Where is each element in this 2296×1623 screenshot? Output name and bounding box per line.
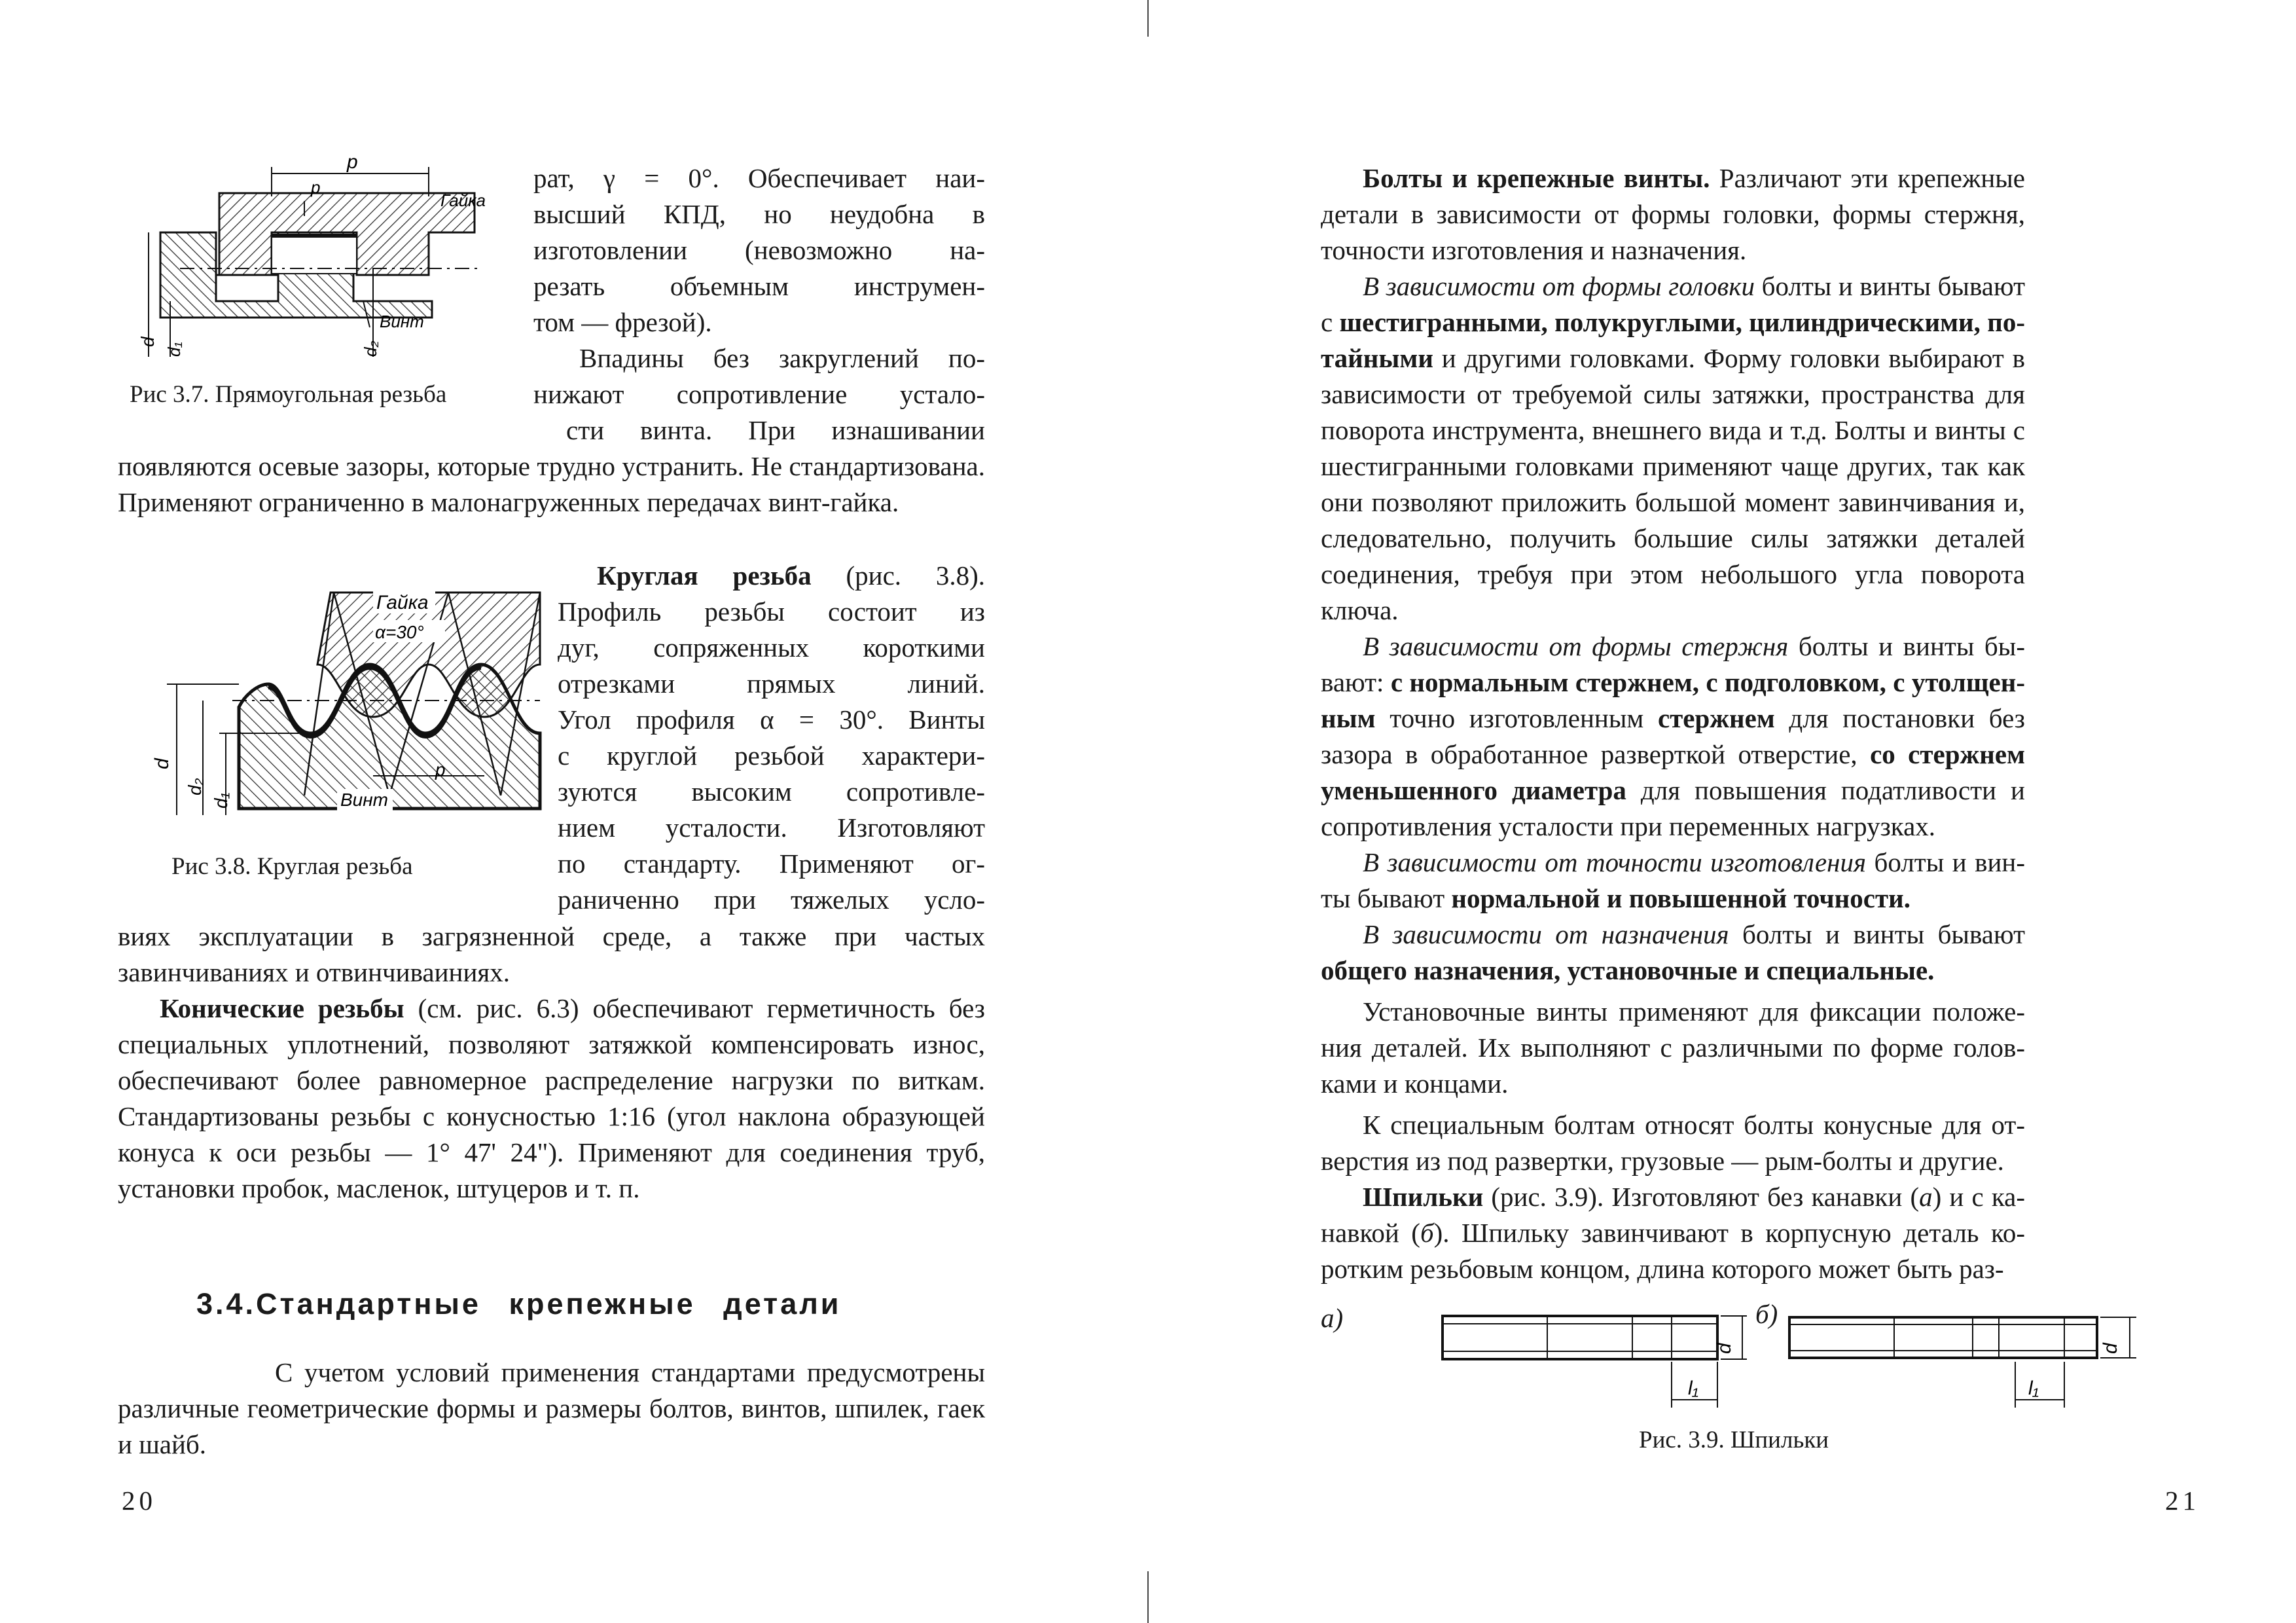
text-line: Профиль резьбы состоит из [558, 596, 985, 627]
text-line: Впадины без закруглений по- [579, 343, 985, 373]
text-run: для постановки без зазора в обработанное разверткой отверстие, [1321, 703, 2025, 769]
figure-3-8-round-thread [147, 579, 553, 828]
fig38-label-d: d [151, 758, 173, 769]
fig39b-dim-l1: l₁ [2028, 1377, 2039, 1399]
fig38-label-p: p [435, 759, 446, 780]
text-run: болты и винты бывают: [1321, 631, 2025, 697]
text-run: (рис. 3.9). Изготовляют без канавки ( [1483, 1182, 1920, 1212]
section-heading: 3.4.Стандартные крепежные детали [196, 1287, 842, 1321]
paragraph-round-thread [558, 558, 985, 918]
italic-lead: В зависимости от формы стержня [1363, 631, 1789, 661]
fig37-label-p: p [347, 151, 358, 173]
fig39b-dim-d: d [2100, 1343, 2121, 1354]
round-thread-title: Круглая резьба [597, 560, 812, 591]
paragraph-bolts [1321, 160, 2025, 268]
text-run: точно изготовленным [1375, 703, 1658, 733]
paragraph-set-screws: Установочные винты применяют для фиксации положения деталей. Их выполняют с различными по форме головками и концами. [1321, 996, 2025, 1099]
fig38-label-nut: Гайка [376, 592, 429, 613]
italic-lead: В зависимости от назначения [1363, 919, 1729, 949]
fig38-label-d1: d₁ [211, 792, 231, 809]
paragraph-round-thread-end: виях эксплуатации в загрязненной среде, а также при частых завинчиваниях и отвинчиваиниях. [118, 921, 985, 987]
italic-run: а [1919, 1182, 1933, 1212]
text-line: рат, γ = 0°. Обеспечивает наи- [533, 163, 985, 193]
text-line: с круглой резьбой характери- [558, 740, 985, 771]
text-beside-fig37 [533, 160, 985, 448]
text-line: раниченно при тяжелых усло- [558, 884, 985, 915]
conical-title: Конические резьбы [160, 993, 404, 1023]
figure-3-9-studs [1436, 1296, 2169, 1414]
paragraph-conical-threads [118, 991, 985, 1207]
text-line: высший КПД, но неудобна в [533, 199, 985, 229]
text-line: Угол профиля α = 30°. Винты [558, 704, 985, 735]
text-line: (рис. 3.8). [811, 560, 985, 591]
bolts-title: Болты и крепежные винты. [1363, 163, 1710, 193]
text-run: болты и винты бывают с [1321, 271, 2026, 337]
conical-text: (см. рис. 6.3) обеспечивают герметичность без специальных уплотнений, позволяют затяжкой компенсировать износ, обеспечивают более равномерное распределение нагрузки по виткам. Стандартизованы резьбы с конусностью 1:16 (угол наклона образующей конуса к оси резьбы — 1° 47' 24"). Применяют для соединения труб, установки пробок, масленок, штуцеров и т. п. [118, 993, 985, 1203]
bold-run: Шпильки [1363, 1182, 1484, 1212]
text-line: по стандарту. Применяют ог- [558, 848, 985, 879]
text-line: нием усталости. Изготовляют [558, 812, 985, 843]
bold-run: общего назначения, установочные и специальные. [1321, 955, 1935, 985]
bold-run: стержнем [1657, 703, 1775, 733]
fig37-label-d1: d₁ [164, 342, 184, 357]
fig39a-dim-l1: l₁ [1688, 1377, 1699, 1399]
text-run: болты и винты бывают [1321, 847, 2025, 913]
text-line: изготовлении (невозможно на- [533, 235, 985, 265]
text-line: том — фрезой). [533, 307, 712, 337]
bold-run: шестигранными, полукруглыми, цилиндрическими, потайными [1321, 307, 2026, 373]
paragraph-section-intro: С учетом условий применения стандартами предусмотрены различные геометрические формы и размеры болтов, винтов, шпилек, гаек и шайб. [118, 1357, 985, 1459]
fig38-label-d2: d₂ [185, 778, 205, 795]
paragraph-head-shape [1321, 268, 2025, 629]
figure-3-7-rectangular-thread [137, 151, 494, 373]
italic-run: б [1420, 1218, 1434, 1248]
text-run: ). Шпильку завинчивают в корпусную деталь коротким резьбовым концом, длина которого может быть раз- [1321, 1218, 2025, 1284]
bold-run: нормальной и повышенной точности. [1451, 883, 1910, 913]
text-line: резать объемным инструмен- [533, 271, 985, 301]
fig39-label-a: а) [1321, 1303, 1344, 1333]
text-line: сти винта. При изнашивании [566, 415, 985, 445]
paragraph-accuracy [1321, 845, 2025, 917]
fig39-label-b: б) [1755, 1299, 1778, 1329]
italic-lead: В зависимости от формы головки [1363, 271, 1755, 301]
paragraph-rod-shape [1321, 629, 2025, 845]
fig37-caption: Рис 3.7. Прямоугольная резьба [130, 381, 447, 408]
text-line: отрезками прямых линий. [558, 668, 985, 699]
text-run: ) и с канавкой ( [1321, 1182, 2026, 1248]
fig39a-dim-d: d [1713, 1343, 1735, 1354]
italic-lead: В зависимости от точности изготовления [1363, 847, 1867, 877]
fig39-caption: Рис. 3.9. Шпильки [1639, 1427, 1829, 1453]
fig38-label-angle: α=30° [375, 622, 424, 642]
paragraph-purpose [1321, 917, 2025, 989]
fig37-label-d2: d₂ [361, 340, 380, 357]
fig38-caption: Рис 3.8. Круглая резьба [171, 853, 413, 880]
bold-run: с нормальным стержнем, с подголовком, с утолщенным [1321, 667, 2025, 733]
fig37-label-p-half: p [311, 177, 321, 197]
page-number-left: 20 [122, 1486, 156, 1516]
text-line: дуг, сопряженных короткими [558, 632, 985, 663]
paragraph-studs [1321, 1179, 2025, 1287]
right-page [1148, 0, 2296, 1623]
text-run: болты и винты бывают [1729, 919, 2025, 949]
page-number-right: 21 [2165, 1486, 2200, 1516]
paragraph-special-bolts: К специальным болтам относят болты конусные для отверстия из под развертки, грузовые — рым-болты и другие. [1321, 1110, 2025, 1176]
right-body-text [1321, 160, 2025, 1287]
paragraph-rectangular-thread-end: появляются осевые зазоры, которые трудно устранить. Не стандартизована. Применяют ограниченно в малонагруженных передачах винт-гайка. [118, 451, 985, 517]
text-line: зуются высоким сопротивле- [558, 776, 985, 807]
bolts-text: Различают эти крепежные детали в зависимости от формы головки, формы стержня, точности изготовления и назначения. [1321, 163, 2025, 265]
fig37-label-nut: Гайка [440, 191, 486, 210]
fig37-label-screw: Винт [380, 312, 424, 331]
fig38-label-screw: Винт [340, 790, 388, 810]
bold-run: со стержнем уменьшенного диаметра [1321, 739, 2025, 805]
fig37-label-d: d [137, 337, 158, 347]
text-line: нижают сопротивление устало- [533, 379, 985, 409]
text-run: и другими головками. Форму головки выбирают в зависимости от требуемой силы затяжки, пространства для поворота инструмента, внешнего вида и т.д. Болты и винты с шестигранными головками применяют чаще других, так как они позволяют приложить большой момент завинчивания и, следовательно, получить большие силы затяжки деталей соединения, требуя при этом небольшого угла поворота ключа. [1321, 343, 2025, 625]
text-run: для повышения податливости и сопротивления усталости при переменных нагрузках. [1321, 775, 2025, 841]
